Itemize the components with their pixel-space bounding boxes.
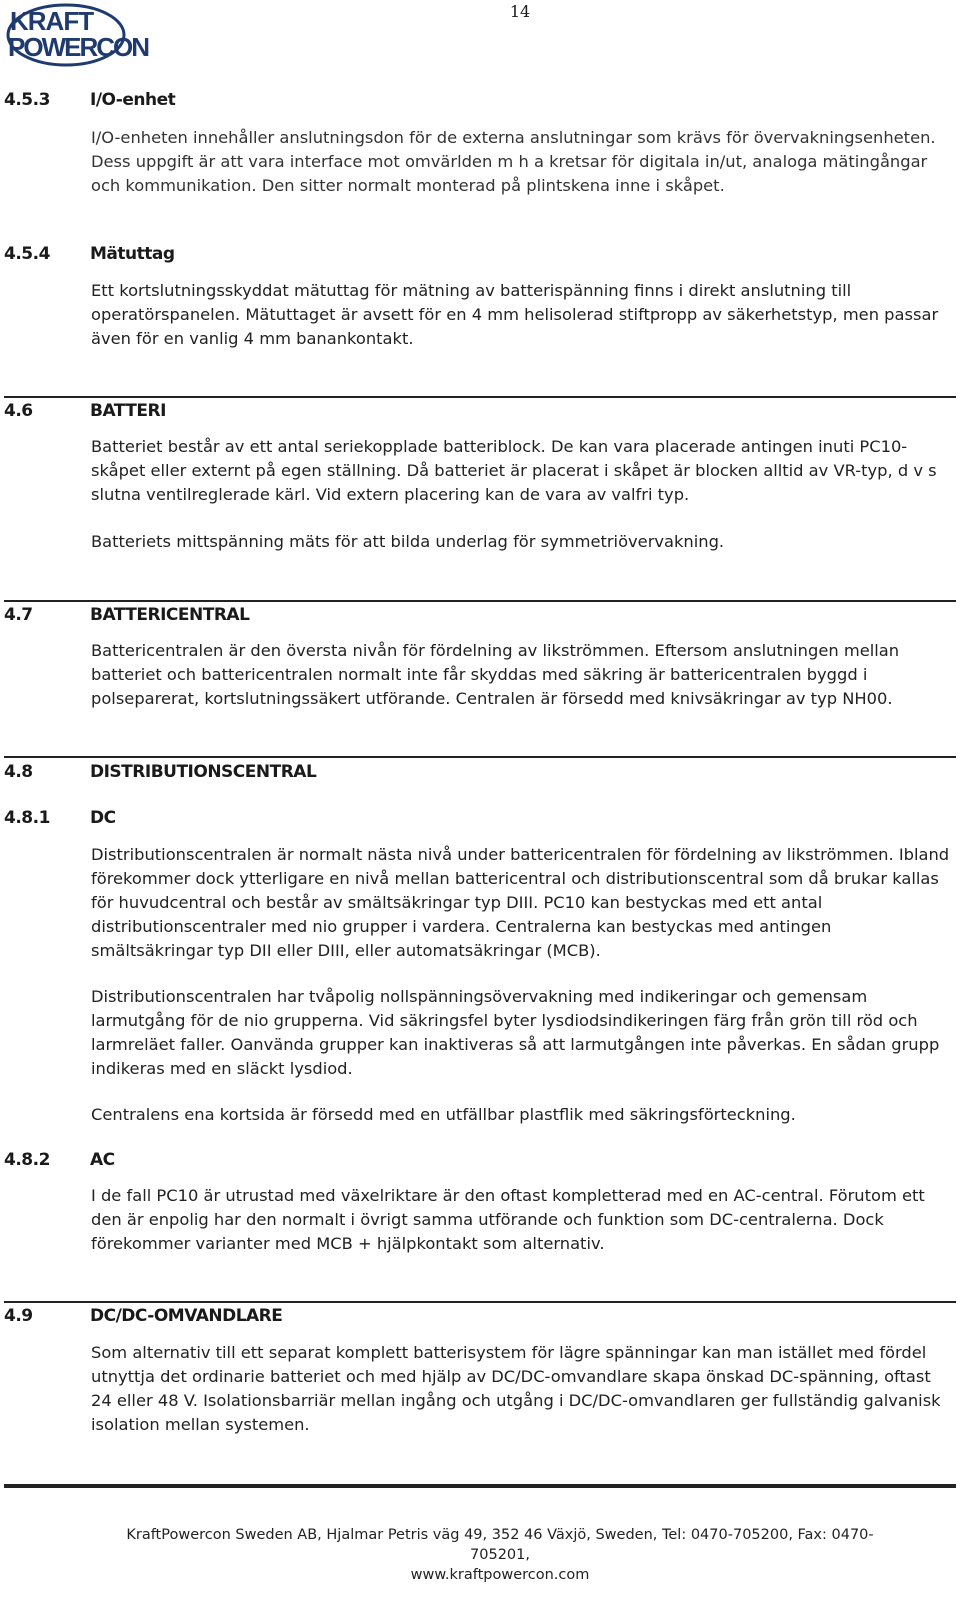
section-number: 4.9 (4, 1306, 33, 1326)
section-number: 4.5.4 (4, 244, 50, 264)
heading-4-8-1 (4, 808, 116, 828)
paragraph: Batteriets mittspänning mäts för att bilda underlag för symmetriövervakning. (91, 532, 725, 551)
heading-4-5-3 (4, 90, 175, 110)
heading-4-5-4 (4, 244, 175, 264)
section-title: BATTERICENTRAL (90, 605, 250, 625)
section-title: BATTERI (90, 401, 166, 421)
paragraph: Battericentralen är den översta nivån för fördelning av likströmmen. Eftersom anslutningen mellan batteriet och battericentralen normalt inte får skyddas med säkring är battericentralen byggd i polseparerat, kortslutningssäkert utförande. Centralen är försedd med knivsäkringar av typ NH00. (91, 641, 900, 708)
paragraph: I/O-enheten innehåller anslutningsdon för de externa anslutningar som krävs för övervakningsenheten. Dess uppgift är att vara interface mot omvärlden m h a kretsar för digitala in/ut, analoga mätingångar och kommunikation. Den sitter normalt monterad på plintskena inne i skåpet. (91, 128, 936, 195)
section-divider (4, 600, 956, 602)
section-number: 4.5.3 (4, 90, 50, 110)
logo-text-bottom: POWERCON (8, 32, 148, 62)
section-title: DC/DC-OMVANDLARE (90, 1306, 283, 1326)
paragraph: I de fall PC10 är utrustad med växelriktare är den oftast kompletterad med en AC-central. Förutom ett den är enpolig har den normalt i övrigt samma utförande och funktion som DC-centralerna. Dock förekommer varianter med MCB + hjälpkontakt som alternativ. (91, 1186, 925, 1253)
section-number: 4.6 (4, 401, 33, 421)
heading-4-6 (4, 401, 166, 421)
heading-4-7 (4, 605, 249, 625)
section-divider (4, 1301, 956, 1303)
section-number: 4.7 (4, 605, 33, 625)
section-title: I/O-enhet (90, 90, 176, 110)
paragraph: Centralens ena kortsida är försedd med en utfällbar plastflik med säkringsförteckning. (91, 1105, 796, 1124)
company-logo (4, 2, 174, 68)
section-number: 4.8.1 (4, 808, 50, 828)
page-number: 14 (509, 2, 531, 21)
paragraph: Batteriet består av ett antal seriekopplade batteriblock. De kan vara placerade antingen inuti PC10-skåpet eller externt på egen ställning. Då batteriet är placerat i skåpet är blocken alltid av VR-typ, d v s slutna ventilreglerade kärl. Vid extern placering kan de vara av valfri typ. (91, 437, 937, 504)
section-number: 4.8.2 (4, 1150, 50, 1170)
paragraph: Distributionscentralen har tvåpolig nollspänningsövervakning med indikeringar och gemensam larmutgång för de nio grupperna. Vid säkringsfel byter lysdiodsindikeringen färg från grön till röd och larmreläet faller. Oanvända grupper kan inaktiveras så att larmutgången inte påverkas. En sådan grupp indikeras med en släckt lysdiod. (91, 987, 940, 1078)
footer-divider (4, 1484, 956, 1488)
paragraph: Distributionscentralen är normalt nästa nivå under battericentralen för fördelning av likströmmen. Ibland förekommer dock ytterligare en nivå mellan battericentral och distributionscentral som då brukar kallas för huvudcentral och består av smältsäkringar typ DIII. PC10 kan bestyckas med ett antal distributionscentraler med nio grupper i vardera. Centralerna kan bestyckas med antingen smältsäkringar typ DII eller DIII, eller automatsäkringar (MCB). (91, 845, 950, 960)
section-title: DC (90, 808, 116, 828)
heading-4-9 (4, 1306, 282, 1326)
section-title: DISTRIBUTIONSCENTRAL (90, 762, 317, 782)
footer-address: KraftPowercon Sweden AB, Hjalmar Petris väg 49, 352 46 Växjö, Sweden, Tel: 0470-705200, Fax: 0470-705201, (126, 1527, 874, 1563)
paragraph: Som alternativ till ett separat komplett batterisystem för lägre spänningar kan man istället med fördel utnyttja det ordinarie batteriet och med hjälp av DC/DC-omvandlare skapa önskad DC-spänning, oftast 24 eller 48 V. Isolationsbarriär mellan ingång och utgång i DC/DC-omvandlaren ger fullständig galvanisk isolation mellan systemen. (91, 1343, 941, 1434)
logo-text-top: KRAFT (10, 6, 94, 36)
paragraph: Ett kortslutningsskyddat mätuttag för mätning av batterispänning finns i direkt anslutning till operatörspanelen. Mätuttaget är avsett för en 4 mm helisolerad stiftpropp av säkerhetstyp, men passar även för en vanlig 4 mm banankontakt. (91, 281, 939, 348)
section-title: Mätuttag (90, 244, 175, 264)
section-divider (4, 756, 956, 758)
section-number: 4.8 (4, 762, 33, 782)
heading-4-8 (4, 762, 316, 782)
footer-website: www.kraftpowercon.com (410, 1567, 590, 1583)
section-divider (4, 396, 956, 398)
heading-4-8-2 (4, 1150, 115, 1170)
section-title: AC (90, 1150, 115, 1170)
footer (100, 1525, 900, 1585)
